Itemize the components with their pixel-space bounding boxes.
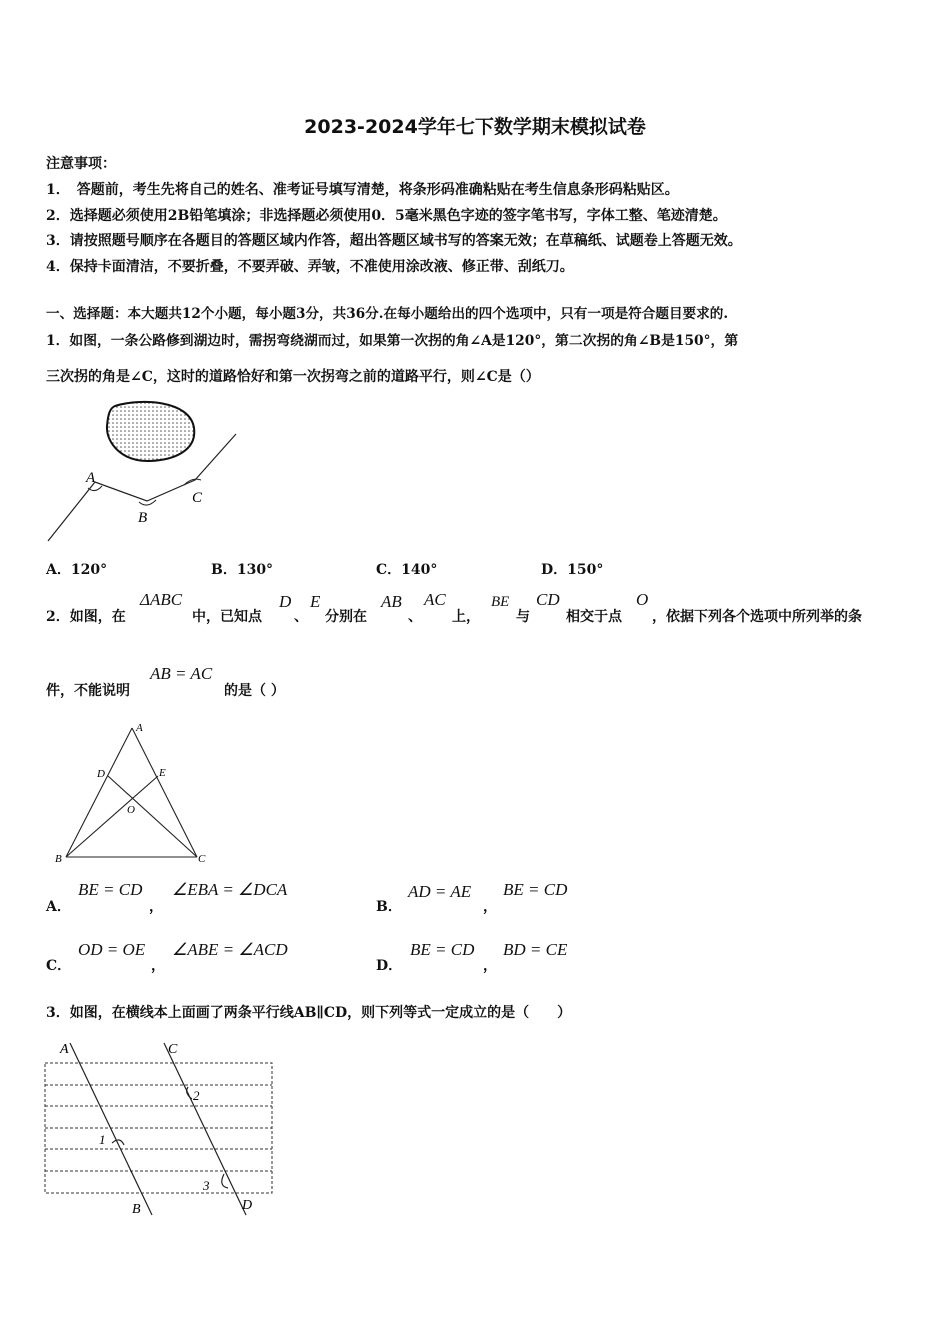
segment-cd	[108, 776, 197, 857]
q2-math-cd: CD	[536, 590, 560, 609]
angle-1-label: 1	[99, 1132, 106, 1147]
q2-option-b-letter: B．	[376, 899, 402, 915]
label-c: C	[198, 853, 206, 865]
label-d: D	[242, 1198, 253, 1213]
q2-math-d: D	[279, 592, 292, 611]
label-a: A	[86, 470, 96, 486]
label-a: A	[60, 1042, 69, 1057]
q2-option-d-cond1: BE = CD	[410, 940, 475, 959]
notice-item: 3．请按照题号顺序在各题目的答题区域内作答，超出答题区域书写的答案无效；在草稿纸、试题卷上答题无效。	[46, 233, 742, 249]
q2-option-c-cond1: OD = OE	[78, 940, 146, 959]
q2-text: 、	[408, 609, 422, 625]
q2-text: 上，	[452, 609, 480, 625]
q2-option-a-cond1: BE = CD	[78, 880, 143, 899]
label-b: B	[138, 510, 148, 526]
label-c: C	[168, 1042, 178, 1057]
q2-option-b-cond1: AD = AE	[408, 882, 472, 901]
q2-text: 分别在	[325, 609, 367, 625]
q2-option-d-sep: ，	[483, 958, 497, 974]
q2-option-c-cond2: ∠ABE = ∠ACD	[172, 940, 288, 959]
q2-option-d-cond2: BD = CE	[503, 940, 568, 959]
q1-option-c: C．140°	[376, 562, 438, 578]
q2-option-c-letter: C．	[46, 958, 72, 974]
segment-be	[66, 776, 158, 857]
q2-math-be: BE	[491, 594, 510, 610]
q1-option-d: D．150°	[541, 562, 604, 578]
q2-math-o: O	[636, 590, 649, 609]
q2-math-ab: AB	[381, 592, 402, 611]
label-a: A	[136, 722, 143, 734]
q2-option-a-cond2: ∠EBA = ∠DCA	[172, 880, 288, 899]
q1-figure	[40, 398, 250, 548]
section-heading: 一、选择题：本大题共12个小题，每小题3分，共36分.在每小题给出的四个选项中，只有一项是符合题目要求的.	[46, 306, 729, 322]
q1-text-line1: 1．如图，一条公路修到湖边时，需拐弯绕湖而过，如果第一次拐的角∠A是120°，第二次拐的角∠B是150°，第	[46, 333, 739, 349]
q2-math-e: E	[310, 592, 321, 611]
q2-text: ，依据下列各个选项中所列举的条	[652, 609, 862, 625]
notice-item: 1． 答题前，考生先将自己的姓名、准考证号填写清楚，将条形码准确粘贴在考生信息条形码粘贴区。	[46, 182, 679, 198]
q2-text: 相交于点	[566, 609, 622, 625]
q1-option-b: B．130°	[211, 562, 274, 578]
notice-heading: 注意事项：	[46, 156, 116, 172]
q2-option-c-sep: ，	[151, 958, 165, 974]
q3-figure	[40, 1035, 280, 1217]
q2-math-triangle: ΔABC	[140, 590, 183, 609]
page-title: 2023-2024学年七下数学期末模拟试卷	[304, 116, 646, 138]
notebook-lines	[45, 1063, 272, 1193]
q2-text: 中，已知点	[192, 609, 262, 625]
q2-text: 2．如图，在	[46, 609, 126, 625]
q2-option-b-sep: ，	[483, 899, 497, 915]
side-ab	[66, 728, 132, 857]
angle-3-label: 3	[203, 1178, 210, 1193]
q2-option-d-letter: D．	[376, 958, 403, 974]
q2-option-a-letter: A．	[46, 899, 71, 915]
q2-text: 件，不能说明	[46, 683, 130, 699]
notice-item: 4．保持卡面清洁，不要折叠，不要弄破、弄皱，不准使用涂改液、修正带、刮纸刀。	[46, 259, 574, 275]
label-e: E	[159, 767, 166, 779]
angle-2-label: 2	[193, 1088, 200, 1103]
q1-text-line2: 三次拐的角是∠C，这时的道路恰好和第一次拐弯之前的道路平行，则∠C是（）	[46, 369, 540, 385]
q1-option-a: A．120°	[46, 562, 108, 578]
label-c: C	[192, 490, 203, 506]
q2-figure	[50, 718, 220, 868]
notice-item: 2．选择题必须使用2B铅笔填涂；非选择题必须使用0．5毫米黑色字迹的签字笔书写，字体工整、笔迹清楚。	[46, 208, 727, 224]
q3-text: 3．如图，在横线本上面画了两条平行线AB∥CD，则下列等式一定成立的是（ ）	[46, 1005, 572, 1021]
q2-text: 与	[516, 609, 530, 625]
q2-text: 、	[294, 609, 308, 625]
label-b: B	[132, 1202, 141, 1217]
label-b: B	[55, 853, 62, 865]
q2-math-ac: AC	[424, 590, 446, 609]
label-d: D	[97, 768, 105, 780]
label-o: O	[127, 804, 135, 816]
line-ab	[70, 1043, 152, 1215]
lake-shape	[107, 402, 194, 461]
q2-math-ab-ac: AB = AC	[150, 664, 213, 683]
q2-text: 的是（ ）	[224, 683, 285, 699]
side-ac	[132, 728, 197, 857]
q2-option-b-cond2: BE = CD	[503, 880, 568, 899]
q2-option-a-sep: ，	[149, 899, 163, 915]
